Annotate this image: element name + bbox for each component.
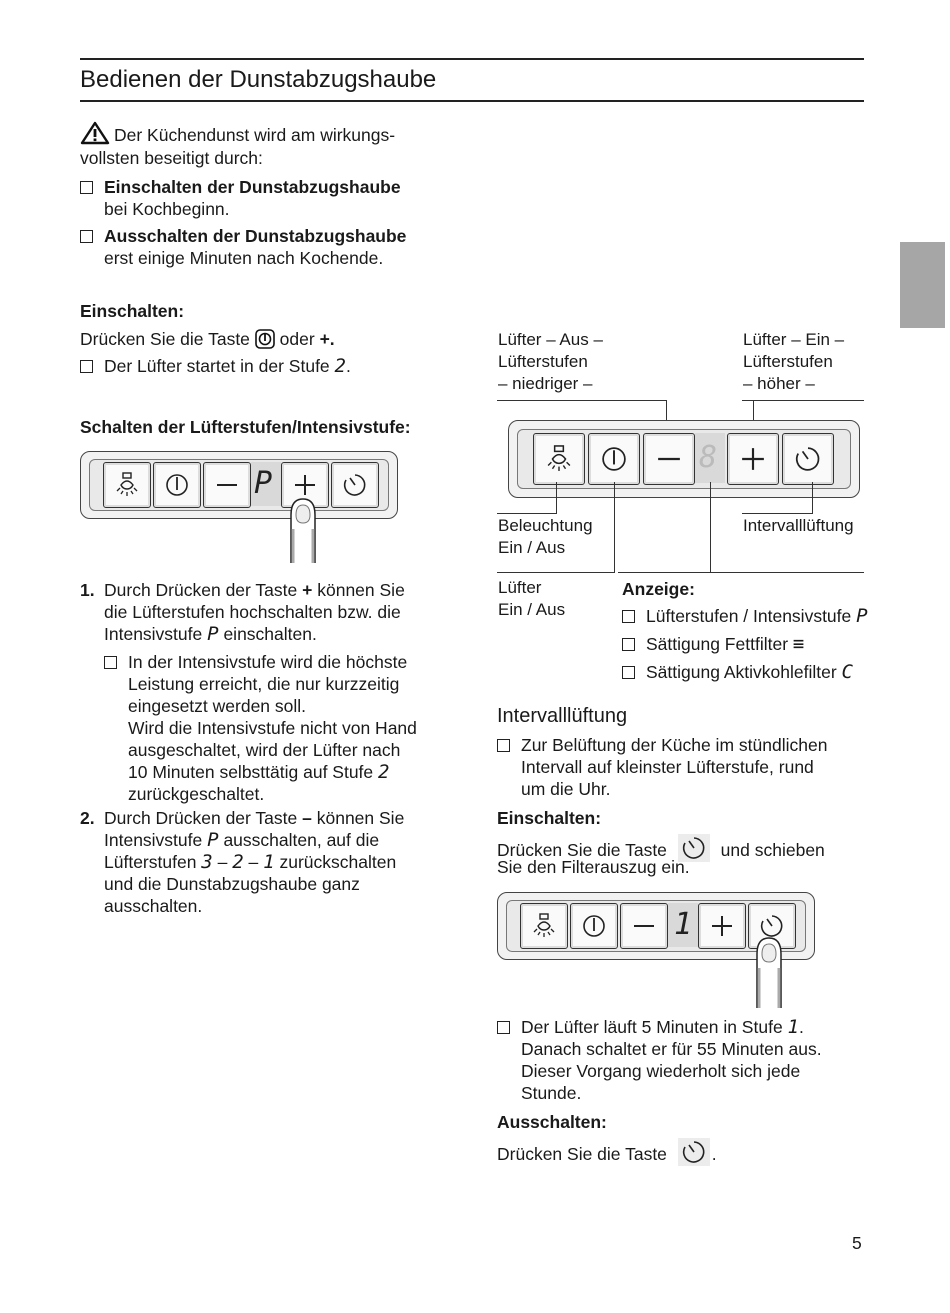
anzeige-item-1-text: Lüfterstufen / Intensivstufe	[646, 606, 852, 626]
ausschalten-line	[497, 1138, 717, 1166]
light-button[interactable]	[533, 433, 585, 485]
step-2: Durch Drücken der Taste – können Sie Intensivstufe P ausschalten, auf die Lüfterstufen 3 – 2 – 1 zurückschalten und die Dunstabzugshaube ganz ausschalten.	[104, 807, 454, 917]
seg-digit-1: 1	[787, 1016, 799, 1038]
plus-icon	[699, 904, 745, 948]
step-2-text-4: und die Dunstabzugshaube ganz	[104, 874, 360, 894]
timer-icon	[332, 463, 378, 507]
finger-pointer-icon	[283, 493, 323, 563]
intervall-ein-text-a: Drücken Sie die Taste	[497, 840, 667, 860]
checkbox-bullet-icon	[80, 181, 93, 194]
label-luefter-ein-3: – höher –	[743, 374, 815, 393]
timer-button[interactable]	[782, 433, 834, 485]
label-beleuchtung-1: Beleuchtung	[498, 516, 593, 535]
timer-button[interactable]	[331, 462, 379, 508]
intro-text-1: Der Küchendunst wird am wirkungs-	[114, 125, 396, 145]
seg-grease-symbol: ≡	[792, 633, 805, 655]
power-button[interactable]	[153, 462, 201, 508]
intervall-result-3: Dieser Vorgang wiederholt sich jede	[521, 1061, 801, 1081]
seg-digit-2: 2	[232, 851, 244, 873]
einschalten-item-end: .	[346, 356, 351, 376]
intro-item-1-text: bei Kochbeginn.	[104, 199, 230, 219]
title-rule	[80, 100, 864, 102]
intervall-heading: Intervalllüftung	[497, 705, 628, 727]
einschalten-text-b: oder	[279, 329, 315, 349]
step-2-text-3b: zurückschalten	[279, 852, 397, 872]
step-1-text-3b: einschalten.	[223, 624, 317, 644]
step-1-sub-7: zurückgeschaltet.	[128, 784, 265, 804]
power-icon	[589, 434, 639, 484]
schalten-heading: Schalten der Lüfterstufen/Intensivstufe:	[80, 417, 411, 437]
intervall-item-1: Zur Belüftung der Küche im stündlichen	[521, 735, 828, 755]
label-luefter-aus-3: – niedriger –	[498, 374, 593, 393]
seg-digit-1: 1	[263, 851, 275, 873]
leader-line	[710, 482, 711, 572]
power-button[interactable]	[570, 903, 618, 949]
checkbox-bullet-icon	[622, 666, 635, 679]
intervall-result-4: Stunde.	[521, 1083, 582, 1103]
step-2-text-1b: können Sie	[316, 808, 405, 828]
intervall-ein-text-b: und schieben	[720, 840, 825, 860]
intervall-result-end: .	[799, 1017, 804, 1037]
ausschalten-end: .	[711, 1144, 717, 1164]
control-panel-left	[80, 451, 398, 519]
ausschalten-text: Drücken Sie die Taste	[497, 1144, 667, 1164]
step-2-text-5: ausschalten.	[104, 896, 203, 916]
minus-icon	[644, 434, 694, 484]
minus-button[interactable]	[643, 433, 695, 485]
step-2-text-1a: Durch Drücken der Taste	[104, 808, 298, 828]
warning-icon	[80, 121, 110, 145]
label-luefter-ein	[743, 329, 844, 395]
seg-digit-2: 2	[334, 355, 346, 377]
label-luefter-ein-1: Lüfter – Ein –	[743, 330, 845, 349]
leader-line	[497, 400, 667, 401]
page-number: 5	[852, 1233, 862, 1253]
checkbox-bullet-icon	[622, 610, 635, 623]
anzeige-item-3-text: Sättigung Aktivkohlefilter	[646, 662, 837, 682]
checkbox-bullet-icon	[80, 230, 93, 243]
plus-button[interactable]	[727, 433, 779, 485]
plus-icon	[728, 434, 778, 484]
light-icon	[534, 434, 584, 484]
minus-button[interactable]	[203, 462, 251, 508]
intervall-item-3: um die Uhr.	[521, 779, 611, 799]
seg-p-symbol: P	[207, 829, 219, 851]
seg-p-symbol: P	[207, 623, 219, 645]
intro-item-2-bold: Ausschalten der Dunstabzugshaube	[104, 226, 407, 246]
timer-key-inline	[678, 1138, 710, 1166]
intervall-result-2: Danach schaltet er für 55 Minuten aus.	[521, 1039, 822, 1059]
label-luefter-2: Ein / Aus	[498, 600, 566, 619]
leader-line	[618, 572, 864, 573]
label-luefter-aus-1: Lüfter – Aus –	[498, 330, 603, 349]
label-luefter-aus-2: Lüfterstufen	[498, 352, 588, 371]
intervall-result-1: Der Lüfter läuft 5 Minuten in Stufe	[521, 1017, 783, 1037]
anzeige-item-2-text: Sättigung Fettfilter	[646, 634, 789, 654]
einschalten-heading: Einschalten:	[80, 301, 185, 321]
checkbox-bullet-icon	[497, 739, 510, 752]
page-title: Bedienen der Dunstabzugshaube	[80, 66, 437, 93]
dash: –	[217, 852, 228, 872]
minus-icon	[204, 463, 250, 507]
light-icon	[104, 463, 150, 507]
seg-digit-2: 2	[378, 761, 390, 783]
top-rule	[80, 58, 864, 60]
step-2-text-2b: ausschalten, auf die	[223, 830, 380, 850]
checkbox-bullet-icon	[497, 1021, 510, 1034]
light-button[interactable]	[520, 903, 568, 949]
leader-line	[742, 513, 813, 514]
step-1-sub-4: Wird die Intensivstufe nicht von Hand	[128, 718, 417, 738]
timer-icon	[783, 434, 833, 484]
step-1-text-3a: Intensivstufe	[104, 624, 203, 644]
step-1-text-1b: können Sie	[317, 580, 405, 600]
checkbox-bullet-icon	[622, 638, 635, 651]
display-intervall	[668, 903, 698, 947]
seg-c-symbol: C	[841, 661, 853, 683]
step-2-number: 2.	[80, 808, 95, 828]
display-char-diagram: 8	[699, 440, 718, 475]
minus-icon	[621, 904, 667, 948]
step-2-text-2a: Intensivstufe	[104, 830, 203, 850]
step-1-text-1a: Durch Drücken der Taste	[104, 580, 298, 600]
label-beleuchtung-2: Ein / Aus	[498, 538, 566, 557]
checkbox-bullet-icon	[80, 360, 93, 373]
leader-line	[614, 482, 615, 572]
step-2-text-3a: Lüfterstufen	[104, 852, 197, 872]
step-1-sub-2: Leistung erreicht, die nur kurzzeitig	[128, 674, 400, 694]
minus-button[interactable]	[620, 903, 668, 949]
leader-line	[742, 400, 864, 401]
step-1	[104, 579, 454, 645]
step-1-sub-3: eingesetzt werden soll.	[128, 696, 307, 716]
einschalten-plus: +.	[319, 329, 335, 349]
seg-p-symbol: P	[856, 605, 868, 627]
label-luefter-1: Lüfter	[498, 578, 542, 597]
einschalten-text-a: Drücken Sie die Taste	[80, 329, 250, 349]
finger-pointer-icon	[749, 932, 789, 1008]
intro-line-2: vollsten beseitigt durch:	[80, 148, 263, 168]
label-beleuchtung	[498, 515, 593, 559]
anzeige-heading: Anzeige:	[622, 579, 695, 599]
intervall-einschalten-heading: Einschalten:	[497, 808, 602, 828]
checkbox-bullet-icon	[104, 656, 117, 669]
power-button-icon	[255, 329, 275, 349]
plus-button[interactable]	[698, 903, 746, 949]
label-luefter	[498, 577, 565, 621]
leader-line	[812, 482, 813, 514]
leader-line	[556, 482, 557, 514]
label-luefter-ein-2: Lüfterstufen	[743, 352, 833, 371]
intervall-ein-line-2: Sie den Filterauszug ein.	[497, 857, 690, 877]
leader-line	[497, 513, 557, 514]
step-1-sub-5: ausgeschaltet, wird der Lüfter nach	[128, 740, 401, 760]
light-button[interactable]	[103, 462, 151, 508]
ausschalten-heading: Ausschalten:	[497, 1112, 607, 1132]
step-1-text-2: die Lüfterstufen hochschalten bzw. die	[104, 602, 401, 622]
seg-digit-3: 3	[201, 851, 213, 873]
power-icon	[154, 463, 200, 507]
intervall-item-2: Intervall auf kleinster Lüfterstufe, rund	[521, 757, 814, 777]
label-luefter-aus	[498, 329, 603, 395]
display-left	[251, 462, 281, 506]
display-diagram	[695, 433, 725, 483]
einschalten-line	[80, 328, 335, 350]
einschalten-item-text: Der Lüfter startet in der Stufe	[104, 356, 330, 376]
control-panel-diagram	[508, 420, 860, 498]
leader-line	[497, 572, 615, 573]
step-1-sub-6: 10 Minuten selbsttätig auf Stufe	[128, 762, 374, 782]
section-tab-marker	[900, 242, 945, 328]
minus-symbol: –	[302, 808, 312, 828]
label-intervall: Intervalllüftung	[743, 516, 854, 535]
power-icon	[571, 904, 617, 948]
light-icon	[521, 904, 567, 948]
step-1-number: 1.	[80, 580, 95, 600]
timer-icon	[678, 1138, 710, 1166]
plus-symbol: +	[302, 580, 313, 600]
display-char-left: P	[254, 466, 273, 501]
intro-line-1	[80, 121, 395, 146]
intro-item-1-bold: Einschalten der Dunstabzugshaube	[104, 177, 401, 197]
power-button[interactable]	[588, 433, 640, 485]
step-1-sub-1: In der Intensivstufe wird die höchste	[128, 652, 408, 672]
intro-item-2-text: erst einige Minuten nach Kochende.	[104, 248, 384, 268]
display-char-intervall: 1	[674, 907, 693, 942]
